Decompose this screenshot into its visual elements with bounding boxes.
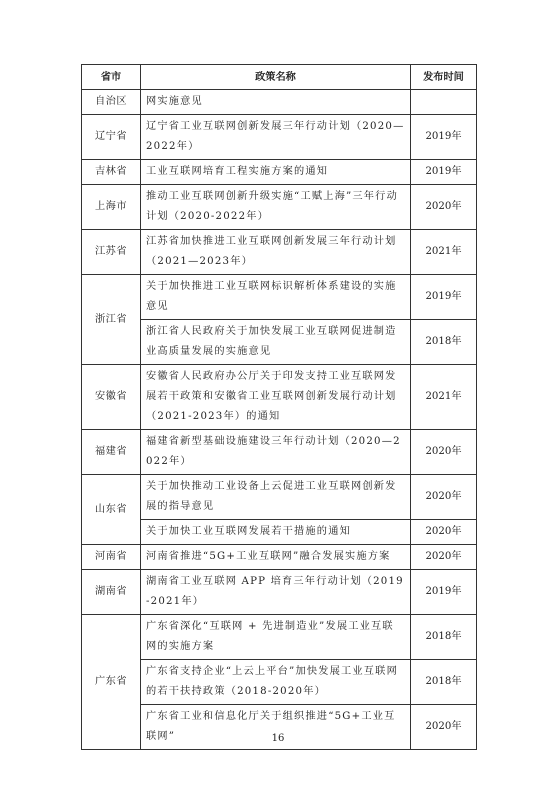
year-cell: 2020年 (411, 475, 477, 520)
table-row (82, 615, 477, 660)
year-cell: 2021年 (411, 230, 477, 275)
header-province: 省市 (82, 65, 141, 90)
header-release-time: 发布时间 (411, 65, 477, 90)
policy-name-cell: 湖南省工业互联网 APP 培育三年行动计划（2019-2021年） (141, 570, 411, 615)
header-policy-name: 政策名称 (141, 65, 411, 90)
year-cell: 2019年 (411, 160, 477, 185)
table-row (82, 520, 477, 545)
province-cell: 自治区 (82, 90, 141, 115)
year-cell: 2020年 (411, 705, 477, 750)
province-cell: 辽宁省 (82, 115, 141, 160)
table-row (82, 275, 477, 320)
year-cell: 2019年 (411, 275, 477, 320)
policy-name-cell: 工业互联网培育工程实施方案的通知 (141, 160, 411, 185)
policy-name-cell: 网实施意见 (141, 90, 411, 115)
table-row (82, 160, 477, 185)
province-cell: 上海市 (82, 185, 141, 230)
table-row (82, 475, 477, 520)
year-cell: 2019年 (411, 570, 477, 615)
province-cell: 江苏省 (82, 230, 141, 275)
province-cell: 安徽省 (82, 365, 141, 430)
policy-name-cell: 广东省工业和信息化厅关于组织推进“5G+工业互联网” (141, 705, 411, 750)
policy-name-cell: 浙江省人民政府关于加快发展工业互联网促进制造业高质量发展的实施意见 (141, 320, 411, 365)
page-number: 16 (271, 733, 285, 744)
year-cell (411, 90, 477, 115)
table-row (82, 660, 477, 705)
policy-table (81, 64, 477, 750)
policy-name-cell: 广东省深化“互联网 + 先进制造业”发展工业互联网的实施方案 (141, 615, 411, 660)
year-cell: 2021年 (411, 365, 477, 430)
year-cell: 2019年 (411, 115, 477, 160)
policy-name-cell: 关于加快工业互联网发展若干措施的通知 (141, 520, 411, 545)
policy-name-cell: 安徽省人民政府办公厅关于印发支持工业互联网发展若干政策和安徽省工业互联网创新发展行动计划（2021-2023年）的通知 (141, 365, 411, 430)
table-row (82, 545, 477, 570)
table-row (82, 115, 477, 160)
policy-name-cell: 辽宁省工业互联网创新发展三年行动计划（2020—2022年） (141, 115, 411, 160)
province-cell: 湖南省 (82, 570, 141, 615)
year-cell: 2018年 (411, 320, 477, 365)
year-cell: 2020年 (411, 185, 477, 230)
province-cell: 广东省 (82, 615, 141, 750)
province-cell: 山东省 (82, 475, 141, 545)
table-row (82, 570, 477, 615)
table-header-row (82, 65, 477, 90)
province-cell: 吉林省 (82, 160, 141, 185)
year-cell: 2018年 (411, 660, 477, 705)
table-row (82, 185, 477, 230)
policy-name-cell: 江苏省加快推进工业互联网创新发展三年行动计划（2021—2023年） (141, 230, 411, 275)
table-row (82, 90, 477, 115)
province-cell: 福建省 (82, 430, 141, 475)
policy-name-cell: 推动工业互联网创新升级实施“工赋上海”三年行动计划（2020-2022年） (141, 185, 411, 230)
policy-name-cell: 关于加快推动工业设备上云促进工业互联网创新发展的指导意见 (141, 475, 411, 520)
year-cell: 2018年 (411, 615, 477, 660)
year-cell: 2020年 (411, 520, 477, 545)
table-row (82, 430, 477, 475)
province-cell: 河南省 (82, 545, 141, 570)
province-cell: 浙江省 (82, 275, 141, 365)
table-row (82, 365, 477, 430)
policy-name-cell: 河南省推进“5G+工业互联网”融合发展实施方案 (141, 545, 411, 570)
policy-name-cell: 福建省新型基础设施建设三年行动计划（2020—2022年） (141, 430, 411, 475)
policy-name-cell: 广东省支持企业“上云上平台”加快发展工业互联网的若干扶持政策（2018-2020年） (141, 660, 411, 705)
policy-name-cell: 关于加快推进工业互联网标识解析体系建设的实施意见 (141, 275, 411, 320)
table-row (82, 320, 477, 365)
year-cell: 2020年 (411, 545, 477, 570)
year-cell: 2020年 (411, 430, 477, 475)
table-row (82, 230, 477, 275)
